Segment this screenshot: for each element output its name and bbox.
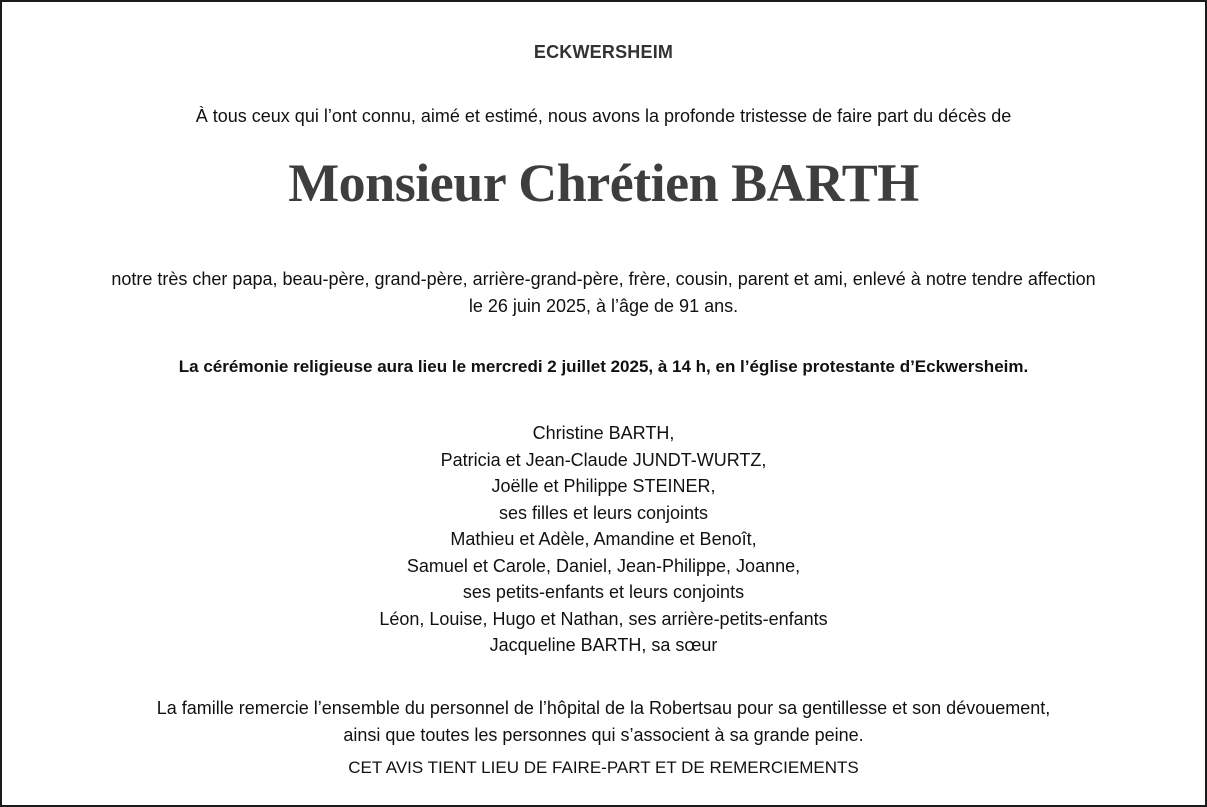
ceremony-text: La cérémonie religieuse aura lieu le mercredi 2 juillet 2025, à 14 h, en l’église protestante d’Eckwersheim. <box>178 357 1029 376</box>
description-line: notre très cher papa, beau-père, grand-père, arrière-grand-père, frère, cousin, parent et ami, enlevé à notre tendre affection <box>111 269 1096 289</box>
description-block <box>22 266 1185 320</box>
family-line: ses petits-enfants et leurs conjoints <box>462 582 745 602</box>
thanks-block <box>22 695 1185 749</box>
family-line: Léon, Louise, Hugo et Nathan, ses arrière-petits-enfants <box>379 608 828 629</box>
family-line: ses filles et leurs conjoints <box>498 502 709 523</box>
closing-statement: CET AVIS TIENT LIEU DE FAIRE-PART ET DE REMERCIEMENTS <box>348 758 859 777</box>
thanks-line: La famille remercie l’ensemble du personnel de l’hôpital de la Robertsau pour sa gentillesse et son dévouement, <box>156 698 1051 718</box>
intro-text: À tous ceux qui l’ont connu, aimé et estimé, nous avons la profonde tristesse de faire part du décès de <box>195 106 1012 126</box>
family-line: Patricia et Jean-Claude JUNDT-WURTZ, <box>440 449 767 470</box>
family-line: Mathieu et Adèle, Amandine et Benoît, <box>450 529 757 549</box>
deceased-name: Monsieur Chrétien BARTH <box>288 153 919 213</box>
family-line: Joëlle et Philippe STEINER, <box>491 476 716 496</box>
thanks-line: ainsi que toutes les personnes qui s’associent à sa grande peine. <box>343 725 864 745</box>
family-line: Jacqueline BARTH, sa sœur <box>489 635 718 655</box>
family-line: Samuel et Carole, Daniel, Jean-Philippe, Joanne, <box>406 555 801 576</box>
location-heading: ECKWERSHEIM <box>533 42 674 62</box>
family-line: Christine BARTH, <box>532 423 675 443</box>
family-list <box>2 420 1205 659</box>
description-line: le 26 juin 2025, à l’âge de 91 ans. <box>468 296 739 316</box>
